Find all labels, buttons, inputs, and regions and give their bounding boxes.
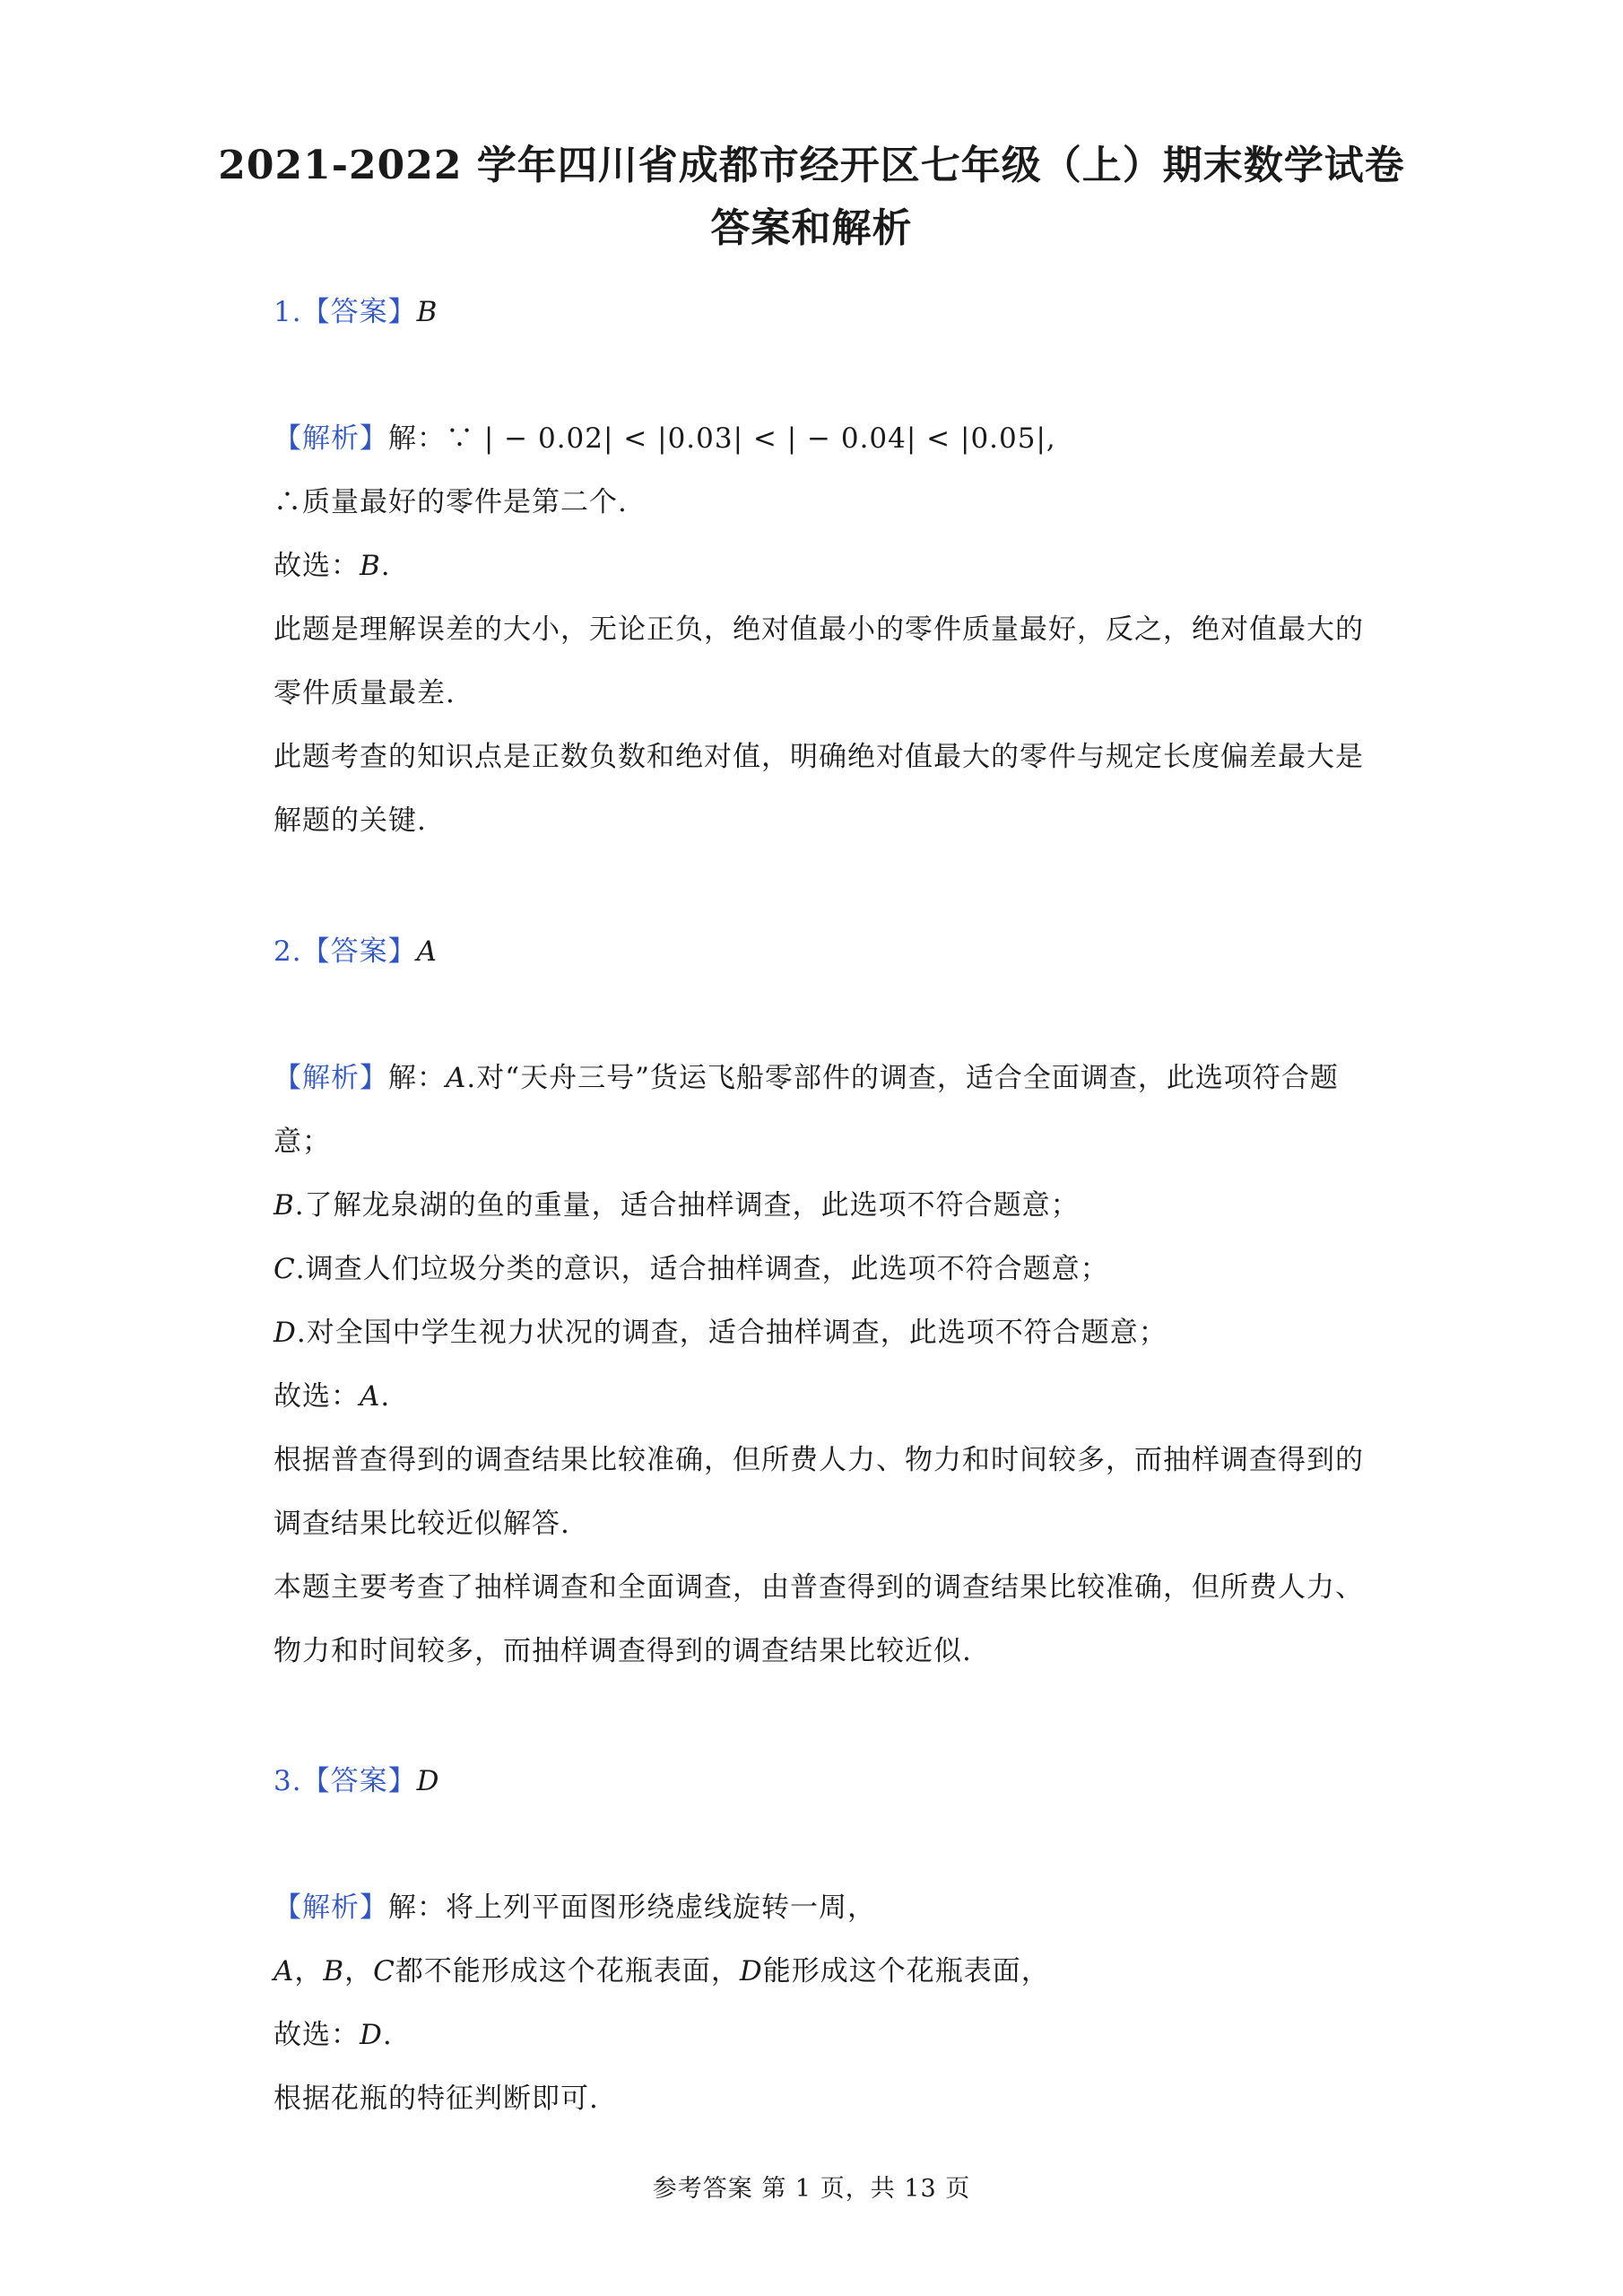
q1-line: 此题考查的知识点是正数负数和绝对值，明确绝对值最大的零件与规定长度偏差最大是 bbox=[273, 741, 1364, 773]
page-footer: 参考答案 第 1 页，共 13 页 bbox=[652, 2175, 971, 2203]
q3-answer-label: 【答案】 bbox=[301, 1765, 417, 1797]
q2-line: 本题主要考查了抽样调查和全面调查，由普查得到的调查结果比较准确，但所费人力、 bbox=[273, 1571, 1364, 1604]
q3-answer-line bbox=[273, 1758, 1394, 1798]
q1-answer-line bbox=[273, 289, 1394, 329]
q1-analysis-label: 【解析】 bbox=[273, 422, 388, 455]
q2-answer-value: A bbox=[416, 935, 438, 968]
q2-line: 根据普查得到的调查结果比较准确，但所费人力、物力和时间较多，而抽样调查得到的 bbox=[273, 1444, 1364, 1476]
q3-analysis-text: 解：将上列平面图形绕虚线旋转一周， bbox=[388, 1892, 876, 1924]
q1-line: 此题是理解误差的大小，无论正负，绝对值最小的零件质量最好，反之，绝对值最大的 bbox=[273, 613, 1364, 646]
q2-line: 𝐶.调查人们垃圾分类的意识，适合抽样调查，此选项不符合题意； bbox=[273, 1253, 1109, 1285]
q1-line: ∴质量最好的零件是第二个. bbox=[273, 486, 628, 518]
q2-line: 𝐷.对全国中学生视力状况的调查，适合抽样调查，此选项不符合题意； bbox=[273, 1317, 1167, 1349]
q1-answer-value: B bbox=[416, 296, 438, 328]
q2-line: 调查结果比较近似解答. bbox=[273, 1508, 570, 1540]
q3-line: 𝐴，𝐵，𝐶都不能形成这个花瓶表面，𝐷能形成这个花瓶表面， bbox=[273, 1955, 1050, 1987]
page-title-line2: 答案和解析 bbox=[710, 205, 913, 251]
q2-answer-label: 【答案】 bbox=[301, 935, 417, 968]
q2-line: 故选：𝐴. bbox=[273, 1380, 391, 1413]
q1-line: 故选：𝐵. bbox=[273, 550, 391, 582]
q3-answer-value: D bbox=[416, 1765, 440, 1797]
page-title-line1: 2021-2022 学年四川省成都市经开区七年级（上）期末数学试卷 bbox=[218, 143, 1405, 188]
q2-line: 意； bbox=[273, 1126, 331, 1158]
q2-analysis-first bbox=[273, 1055, 1394, 1095]
q1-answer-label: 【答案】 bbox=[301, 296, 417, 328]
q1-number: 1. bbox=[273, 296, 302, 328]
q3-line: 故选：𝐷. bbox=[273, 2019, 393, 2051]
q2-line: 𝐵.了解龙泉湖的鱼的重量，适合抽样调查，此选项不符合题意； bbox=[273, 1189, 1080, 1222]
q1-analysis-first bbox=[273, 415, 1394, 456]
q2-line: 物力和时间较多，而抽样调查得到的调查结果比较近似. bbox=[273, 1635, 972, 1667]
q1-line: 零件质量最差. bbox=[273, 677, 456, 709]
q3-number: 3. bbox=[273, 1765, 302, 1797]
q1-line: 解题的关键. bbox=[273, 804, 427, 837]
q2-analysis-text: 解：𝐴.对“天舟三号”货运飞船零部件的调查，适合全面调查，此选项符合题 bbox=[388, 1062, 1339, 1094]
q3-line: 根据花瓶的特征判断即可. bbox=[273, 2083, 599, 2115]
q2-analysis-label: 【解析】 bbox=[273, 1062, 388, 1094]
q3-analysis-first bbox=[273, 1884, 1394, 1925]
q1-analysis-text: 解：∵ | − 0.02| < |0.03| < | − 0.04| < |0.05|, bbox=[388, 422, 1056, 455]
q2-answer-line bbox=[273, 928, 1394, 969]
q2-number: 2. bbox=[273, 935, 302, 968]
q3-analysis-label: 【解析】 bbox=[273, 1892, 388, 1924]
